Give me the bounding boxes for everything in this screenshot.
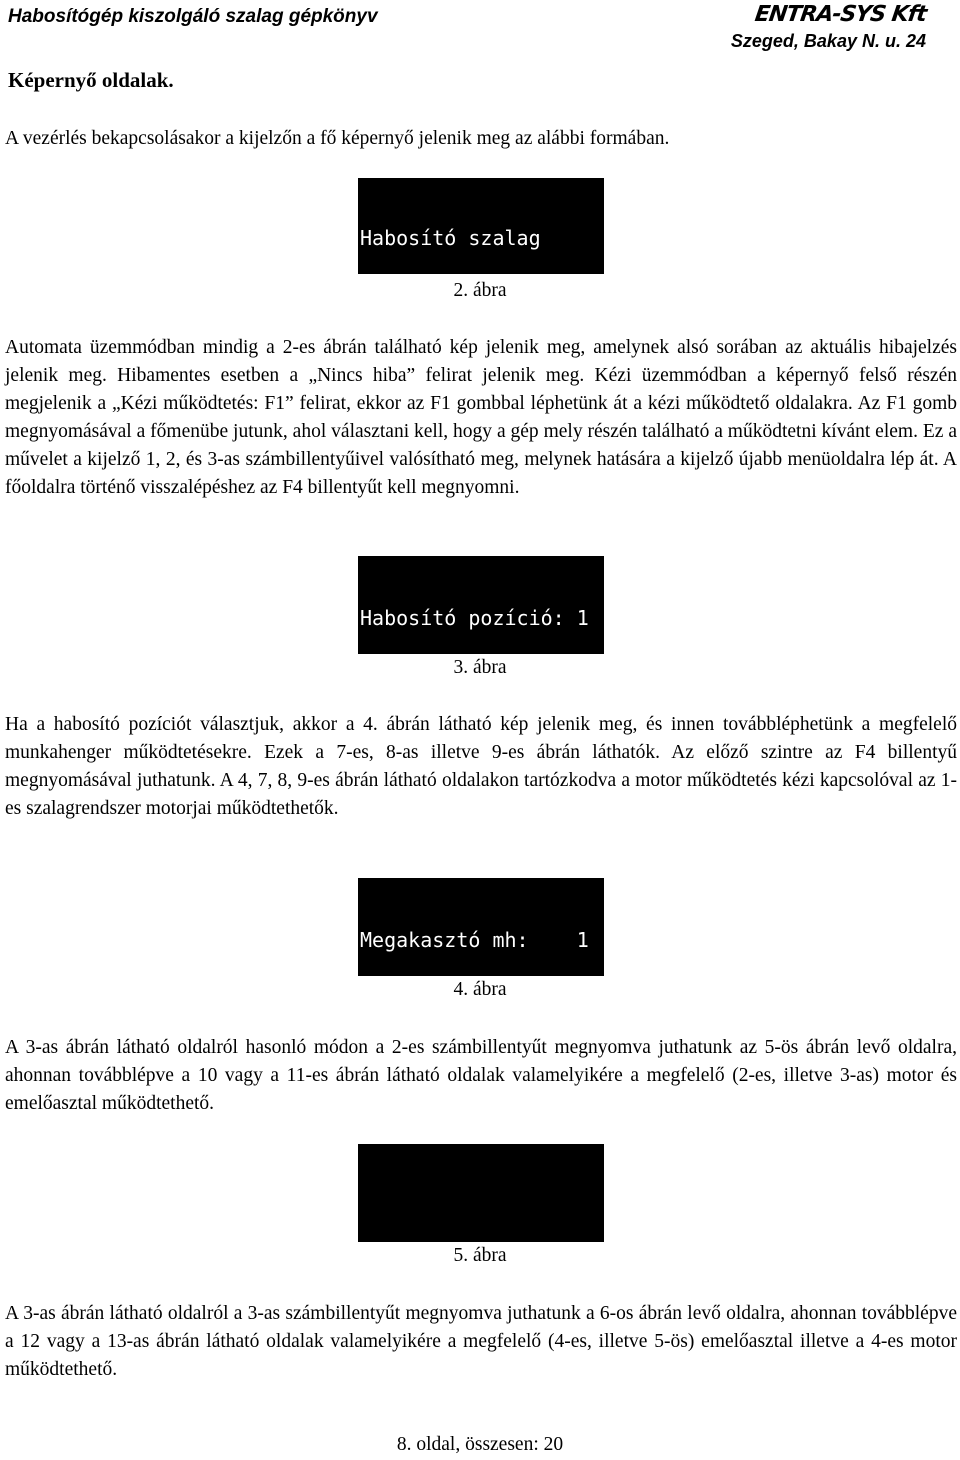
figure-caption: 3. ábra [453,657,507,678]
paragraph-fig6: A 3-as ábrán látható oldalról a 3-as számbillentyűt megnyomva juthatunk a 6-os ábrán levő oldalra, ahonnan továbblépve a 12 vagy a 13-as ábrán látható oldalak valamelyikére a megfelelő (4-es, illetve 5-ös) emelőasztal illetve a 4-es motor működtethető. [5,1303,957,1380]
section-title: Képernyő oldalak. [8,68,174,92]
company-logo: ENTRA-SYS Kft [753,2,928,27]
lcd-line: Habosító szalag [360,226,541,250]
lcd-line: Megakasztó mh: 1 [360,928,589,952]
lcd-screen-fig2 [358,178,604,274]
paragraph-automatic: Automata üzemmódban mindig a 2-es ábrán található kép jelenik meg, amelynek alsó sorában az aktuális hibajelzés jelenik meg. Hibamentes esetben a „Nincs hiba” felirat jelenik meg. Kézi üzemmódban a képernyő felső részén megjelenik a „Kézi működtetés: F1” felirat, ekkor az F1 gombbal léphetünk át a kézi működtető oldalakra. Az F1 gomb megnyomásával a főmenübe jutunk, ahol választani kell, hogy a gép mely részén található a működtetni kívánt elem. Ez a művelet a kijelző 1, 2, és 3-as számbillentyűivel valósítható meg, melynek hatására a kijelző újabb menüoldalra lép át. A főoldalra történő visszalépéshez az F4 billentyűt kell megnyomni. [5,337,957,498]
company-address: Szeged, Bakay N. u. 24 [730,31,926,51]
paragraph-fig5: A 3-as ábrán látható oldalról hasonló módon a 2-es számbillentyűt megnyomva juthatunk az 5-ös ábrán levő oldalra, ahonnan továbblépve a 10 vagy a 11-es ábrán látható oldalak valamelyikére a megfelelő (2-es, illetve 3-as) motor és emelőasztal működtethető. [5,1037,957,1114]
lcd-line [358,1194,604,1218]
figure-caption: 5. ábra [453,1245,507,1266]
doc-title: Habosítógép kiszolgáló szalag gépkönyv [8,6,378,27]
lcd-screen-fig3 [358,556,604,654]
figure-caption: 2. ábra [453,280,507,301]
figure-caption: 4. ábra [453,979,507,1000]
lcd-line: Habosító pozíció: 1 [360,606,589,630]
lcd-screen-fig5 [358,1144,604,1242]
company-block [731,2,926,52]
lcd-screen-fig4 [358,878,604,976]
page-footer: 8. oldal, összesen: 20 [396,1434,564,1455]
paragraph-intro: A vezérlés bekapcsolásakor a kijelzőn a fő képernyő jelenik meg az alábbi formában. [5,128,670,149]
paragraph-foamer: Ha a habosító pozíciót választjuk, akkor a 4. ábrán látható kép jelenik meg, és innen továbbléphetünk a megfelelő munkahenger működtetésekre. Ezek a 7-es, 8-as illetve 9-es ábrán láthatók. Az előző szintre az F4 billentyű megnyomásával juthatunk. A 4, 7, 8, 9-es ábrán látható oldalakon tartózkodva a motor működtetés kézi kapcsolóval az 1-es szalagrendszer motorjai működtethetők. [5,714,957,819]
